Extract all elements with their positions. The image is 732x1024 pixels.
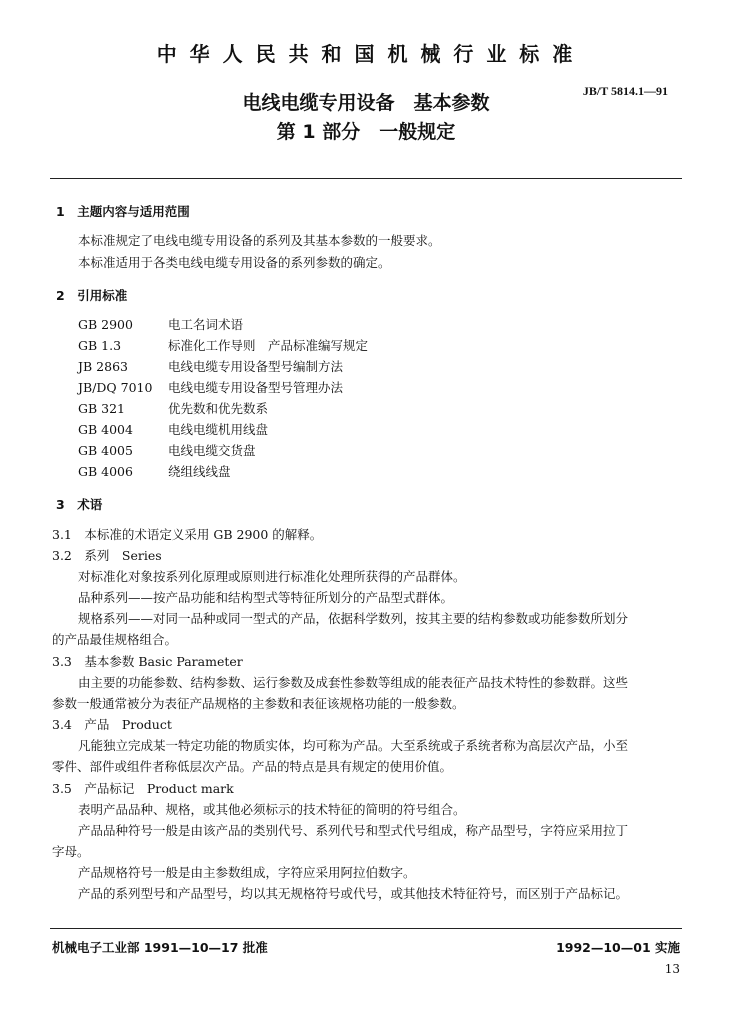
ref-title: 电线电缆专用设备型号管理办法 (168, 380, 344, 395)
ref-title: 电线电缆交货盘 (168, 443, 256, 458)
implementation-date: 1992—10—01 实施 (556, 940, 680, 955)
ref-code: GB 4005 (78, 443, 133, 458)
standard-number: JB/T 5814.1—91 (582, 84, 668, 98)
ref-code: GB 4004 (78, 422, 133, 437)
document-title-line2: 第 1 部分 一般规定 (276, 121, 456, 143)
clause-3-3-heading: 3.3 基本参数 Basic Parameter (52, 654, 243, 669)
body-text: 品种系列——按产品功能和结构型式等特征所划分的产品型式群体。 (78, 590, 454, 605)
ref-title: 电线电缆专用设备型号编制方法 (168, 359, 344, 374)
body-text: 产品品种符号一般是由该产品的类别代号、系列代号和型式代号组成，称产品型号，字符应采用拉丁 (78, 823, 629, 838)
document-title-line1: 电线电缆专用设备 基本参数 (242, 92, 490, 114)
body-text: 产品规格符号一般是由主参数组成，字符应采用阿拉伯数字。 (78, 865, 416, 880)
clause-3-4-heading: 3.4 产品 Product (52, 717, 172, 732)
body-text: 参数一般通常被分为表征产品规格的主参数和表征该规格功能的一般参数。 (52, 696, 465, 711)
section1-paragraph: 本标准规定了电线电缆专用设备的系列及其基本参数的一般要求。 (78, 233, 441, 248)
body-text: 零件、部件或组件者称低层次产品。产品的特点是具有规定的使用价值。 (52, 759, 453, 774)
body-text: 规格系列——对同一品种或同一型式的产品，依据科学数列，按其主要的结构参数或功能参数所划分 (78, 611, 629, 626)
header-divider (50, 178, 682, 179)
ref-title: 绕组线线盘 (168, 464, 231, 479)
ref-code: GB 1.3 (78, 338, 122, 353)
organization-header: 中 华 人 民 共 和 国 机 械 行 业 标 准 (156, 42, 576, 66)
ref-code: GB 2900 (78, 317, 133, 332)
body-text: 的产品最佳规格组合。 (52, 632, 178, 647)
body-text: 字母。 (52, 844, 90, 859)
ref-code: GB 4006 (78, 464, 133, 479)
section1-heading: 1 主题内容与适用范围 (56, 204, 190, 219)
clause-3-2-heading: 3.2 系列 Series (52, 548, 162, 563)
section1-paragraph: 本标准适用于各类电线电缆专用设备的系列参数的确定。 (78, 255, 391, 270)
section2-heading: 2 引用标准 (56, 288, 128, 303)
approval-statement: 机械电子工业部 1991—10—17 批准 (52, 940, 268, 955)
page-number: 13 (664, 962, 680, 976)
body-text: 对标准化对象按系列化原理或原则进行标准化处理所获得的产品群体。 (78, 569, 466, 584)
footer-divider (50, 928, 682, 929)
section3-heading: 3 术语 (56, 497, 103, 512)
ref-title: 优先数和优先数系 (168, 401, 269, 416)
ref-code: JB 2863 (78, 359, 128, 374)
ref-code: JB/DQ 7010 (78, 380, 153, 395)
body-text: 产品的系列型号和产品型号，均以其无规格符号或代号，或其他技术特征符号，而区别于产品标记。 (78, 886, 629, 901)
body-text: 表明产品品种、规格，或其他必须标示的技术特征的简明的符号组合。 (78, 802, 466, 817)
ref-code: GB 321 (78, 401, 126, 416)
ref-title: 标准化工作导则 产品标准编写规定 (168, 338, 369, 353)
clause-3-1: 3.1 本标准的术语定义采用 GB 2900 的解释。 (52, 527, 323, 542)
ref-title: 电工名词术语 (168, 317, 244, 332)
clause-3-5-heading: 3.5 产品标记 Product mark (52, 781, 234, 796)
body-text: 由主要的功能参数、结构参数、运行参数及成套性参数等组成的能表征产品技术特性的参数群。这些 (78, 675, 629, 690)
ref-title: 电线电缆机用线盘 (168, 422, 269, 437)
body-text: 凡能独立完成某一特定功能的物质实体，均可称为产品。大至系统或子系统者称为高层次产品，小至 (78, 738, 629, 753)
